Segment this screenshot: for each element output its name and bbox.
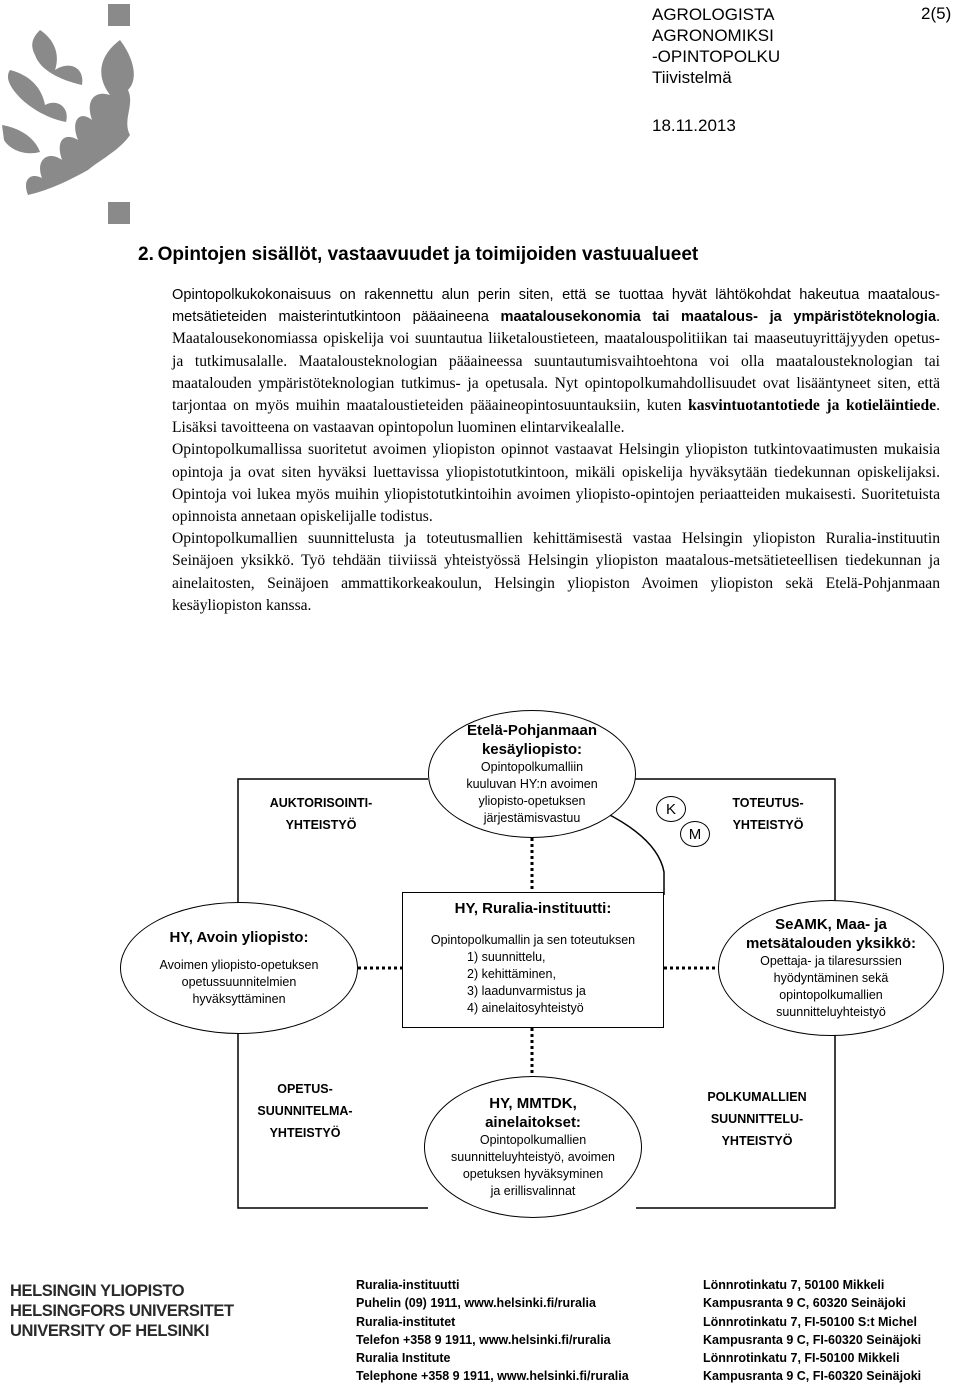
p1-body: . Maatalousekonomiassa opiskelija voi suuntautua liiketaloustieteen, maatalouspolitiikan tai maaseutuyrittäjyyden opetus- ja tutkimusalalle. Maatalousteknologian pääaineessa suuntautumisvaihtoehtona voi olla maatalousteknologian tai maatalouden ympäristöteknologian tutkimus- ja opetusala. Nyt opintopolkumahdollisuudet ovat lisääntyneet siten, että tarjontaa on myös muihin maataloustieteiden pääaineopintosuuntauksiin, kuten bbox=[172, 308, 941, 415]
label-line: YHTEISTYÖ bbox=[721, 1134, 793, 1148]
mmtdk-line: suunnitteluyhteistyö, avoimen bbox=[451, 1150, 615, 1164]
kesayliopisto-title-2: kesäyliopisto: bbox=[481, 741, 583, 758]
polkumallien-label bbox=[690, 1086, 824, 1152]
kesayliopisto-title-1: Etelä-Pohjanmaan bbox=[466, 722, 598, 739]
page-number: 2(5) bbox=[921, 4, 952, 23]
contact-line: Puhelin (09) 1911, www.helsinki.fi/ruralia bbox=[356, 1296, 596, 1311]
label-line: TOTEUTUS- bbox=[732, 796, 804, 810]
seamk-line: hyödyntäminen sekä bbox=[773, 971, 889, 985]
p1-end: . Lisäksi tavoitteena on vastaavan opintopolun luominen elintarvikealalle. bbox=[172, 397, 940, 437]
mmtdk-title-2: ainelaitokset: bbox=[485, 1114, 581, 1131]
p1-fields: kasvintuotantotiede ja kotieläintiede bbox=[688, 397, 937, 415]
seamk-line: Opettaja- ja tilaresurssien bbox=[760, 954, 902, 968]
kesayliopisto-line: järjestämisvastuu bbox=[483, 811, 581, 825]
letter-m: M bbox=[680, 821, 710, 847]
label-line: SUUNNITELMA- bbox=[257, 1104, 353, 1118]
contact-line: Telefon +358 9 1911, www.helsinki.fi/ruralia bbox=[356, 1332, 611, 1347]
paragraph-2: Opintopolkumallissa suoritetut avoimen yliopiston opinnot vastaavat Helsingin yliopiston tutkintovaatimusten mukaisia opintoja ja ovat siten hyväksi luettavissa yliopistotutkintoon, mikäli opiskelija hyväksytään tiedekunnan opiskelijaksi. Opintoja voi lukea myös muihin yliopistotutkintoihin avoimen yliopisto-opintojen periaatteiden mukaisesti. Suoritetuista opinnoista annetaan opiskelijalle todistus. bbox=[172, 441, 940, 526]
avoin-line: opetussuunnitelmien bbox=[181, 975, 297, 989]
kesayliopisto-line: Opintopolkumalliin bbox=[480, 760, 584, 774]
avoin-line: hyväksyttäminen bbox=[192, 992, 286, 1006]
header-line: Tiivistelmä bbox=[652, 68, 732, 87]
address-line: Kampusranta 9 C, FI-60320 Seinäjoki bbox=[703, 1369, 922, 1384]
label-line: YHTEISTYÖ bbox=[269, 1126, 341, 1140]
seamk-title-1: SeAMK, Maa- ja bbox=[775, 916, 887, 933]
footer-contacts bbox=[356, 1276, 629, 1386]
ruralia-title: HY, Ruralia-instituutti: bbox=[454, 900, 612, 917]
avoin-yliopisto-ellipse bbox=[120, 902, 358, 1034]
header-line: -OPINTOPOLKU bbox=[652, 47, 781, 66]
label-line: SUUNNITTELU- bbox=[710, 1112, 804, 1126]
paragraph-3: Opintopolkumallien suunnittelusta ja toteutusmallien kehittämisestä vastaa Helsingin yliopiston Ruralia-instituutin Seinäjoen yksikkö. Työ tehdään tiiviissä yhteistyössä Helsingin yliopiston maatalous-metsätieteellisen tiedekunnan ja ainelaitosten, Seinäjoen ammattikorkeakoulun, Helsingin yliopiston Avoimen yliopiston sekä Etelä-Pohjanmaan kesäyliopiston kanssa. bbox=[172, 530, 940, 614]
auktorisointi-label bbox=[245, 792, 397, 836]
mmtdk-line: ja erillisvalinnat bbox=[490, 1184, 576, 1198]
contact-line: Ruralia-institutet bbox=[356, 1314, 456, 1329]
kesayliopisto-line: kuuluvan HY:n avoimen bbox=[466, 777, 598, 791]
address-line: Lönnrotinkatu 7, FI-50100 S:t Michel bbox=[703, 1314, 917, 1329]
seamk-line: opintopolkumallien bbox=[779, 988, 883, 1002]
address-line: Kampusranta 9 C, FI-60320 Seinäjoki bbox=[703, 1332, 922, 1347]
footer-addresses bbox=[703, 1276, 921, 1386]
toteutus-label bbox=[712, 792, 824, 836]
ruralia-box bbox=[402, 892, 664, 1028]
header-line: AGRONOMIKSI bbox=[652, 26, 774, 45]
address-line: Lönnrotinkatu 7, FI-50100 Mikkeli bbox=[703, 1351, 900, 1366]
university-name-line: HELSINGFORS UNIVERSITET bbox=[10, 1302, 234, 1320]
label-line: AUKTORISOINTI- bbox=[269, 796, 373, 810]
label-line: OPETUS- bbox=[277, 1082, 333, 1096]
ruralia-line: 1) suunnittelu, bbox=[467, 950, 546, 964]
section-title: 2. Opintojen sisällöt, vastaavuudet ja toimijoiden vastuualueet bbox=[138, 244, 699, 265]
kesayliopisto-line: yliopisto-opetuksen bbox=[478, 794, 586, 808]
address-line: Lönnrotinkatu 7, 50100 Mikkeli bbox=[703, 1278, 885, 1292]
ruralia-line: Opintopolkumallin ja sen toteutuksen bbox=[430, 933, 636, 947]
ruralia-line: 3) laadunvarmistus ja bbox=[467, 984, 586, 998]
kesayliopisto-ellipse bbox=[428, 710, 636, 838]
university-name-line: HELSINGIN YLIOPISTO bbox=[10, 1282, 185, 1300]
label-line: YHTEISTYÖ bbox=[732, 818, 804, 832]
mmtdk-title-1: HY, MMTDK, bbox=[489, 1095, 577, 1112]
opetussuunnitelma-label bbox=[238, 1078, 372, 1144]
seamk-ellipse bbox=[718, 900, 944, 1036]
university-name-line: UNIVERSITY OF HELSINKI bbox=[10, 1322, 210, 1340]
ruralia-line: 2) kehittäminen, bbox=[467, 967, 556, 981]
contact-line: Telephone +358 9 1911, www.helsinki.fi/ruralia bbox=[356, 1369, 629, 1384]
avoin-title: HY, Avoin yliopisto: bbox=[169, 929, 309, 946]
seamk-line: suunnitteluyhteistyö bbox=[776, 1005, 886, 1019]
letter-k: K bbox=[656, 796, 686, 822]
p1-major: maatalousekonomia tai maatalous- ja ympäristöteknologia bbox=[500, 309, 937, 326]
mmtdk-line: Opintopolkumallien bbox=[479, 1133, 587, 1147]
contact-line: Ruralia Institute bbox=[356, 1351, 451, 1366]
mmtdk-ellipse bbox=[424, 1076, 642, 1218]
avoin-line: Avoimen yliopisto-opetuksen bbox=[159, 958, 319, 972]
university-name-logo bbox=[10, 1281, 234, 1341]
address-line: Kampusranta 9 C, 60320 Seinäjoki bbox=[703, 1296, 906, 1311]
contact-line: Ruralia-instituutti bbox=[356, 1278, 460, 1292]
label-line: POLKUMALLIEN bbox=[707, 1090, 807, 1104]
header-line: AGROLOGISTA bbox=[652, 5, 775, 24]
document-date: 18.11.2013 bbox=[652, 116, 736, 135]
p1-intro: Opintopolkukokonaisuus on rakennettu alun perin siten, että se tuottaa hyvät lähtökohdat hakeutua maatalous-metsätieteiden maisterintutkintoon pääaineena bbox=[172, 287, 940, 326]
seamk-title-2: metsätalouden yksikkö: bbox=[745, 935, 917, 952]
label-line: YHTEISTYÖ bbox=[285, 818, 357, 832]
ruralia-line: 4) ainelaitosyhteistyö bbox=[467, 1001, 584, 1015]
mmtdk-line: opetuksen hyväksyminen bbox=[462, 1167, 604, 1181]
